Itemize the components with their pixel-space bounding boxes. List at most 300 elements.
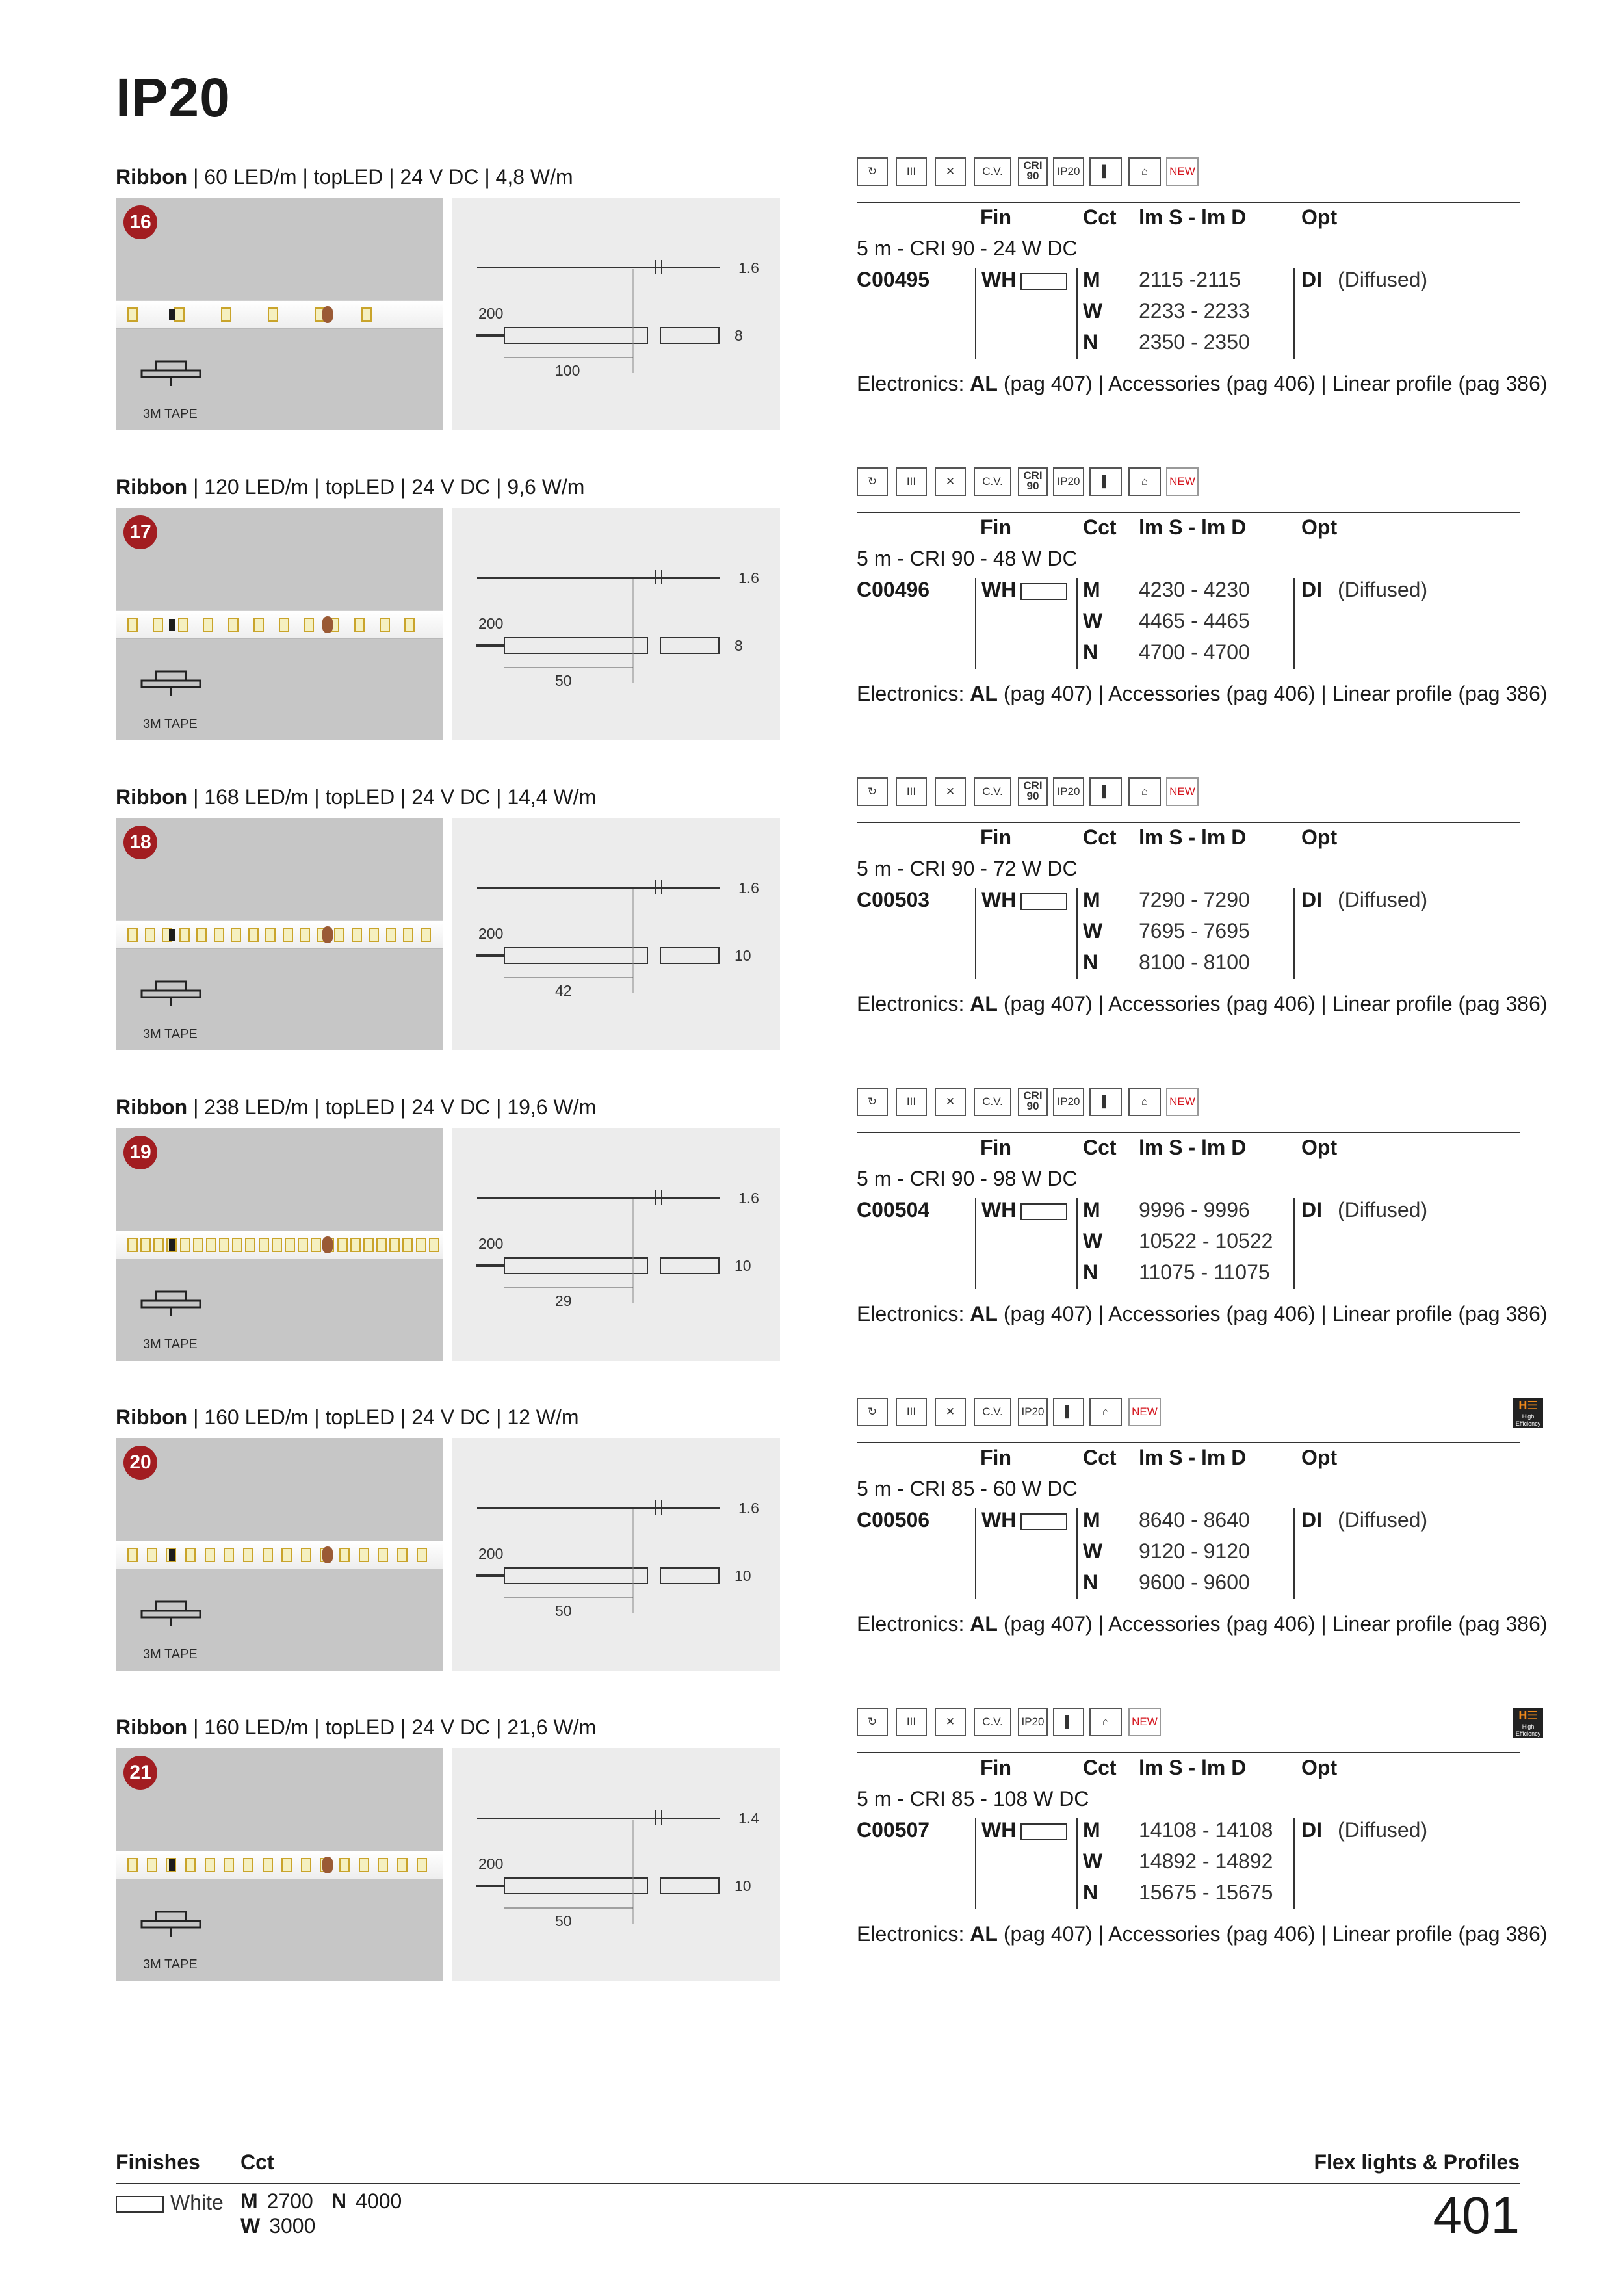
cct-code: M bbox=[1083, 578, 1100, 601]
led-chip bbox=[248, 928, 259, 942]
column-divider bbox=[1076, 1508, 1078, 1599]
header-lm: lm S - lm D bbox=[1139, 826, 1247, 849]
product-code: C00496 bbox=[857, 578, 930, 601]
class-iii-icon: III bbox=[896, 467, 927, 496]
resistor bbox=[169, 1239, 175, 1251]
column-divider bbox=[1293, 888, 1295, 979]
electronics-line: Electronics: AL (pag 407) | Accessories (pag 406) | Linear profile (pag 386) bbox=[857, 1302, 1548, 1325]
cri90-icon: CRI 90 bbox=[1018, 157, 1048, 186]
column-divider bbox=[975, 578, 976, 669]
column-divider bbox=[1293, 1818, 1295, 1909]
led-chip bbox=[421, 928, 431, 942]
spec-divider bbox=[857, 202, 1520, 203]
dimension-drawing bbox=[452, 508, 780, 740]
led-chip bbox=[300, 928, 310, 942]
column-divider bbox=[975, 268, 976, 359]
no-dimmer-icon: ✕ bbox=[935, 1088, 966, 1116]
led-chip bbox=[402, 1238, 413, 1252]
electronics-line: Electronics: AL (pag 407) | Accessories (pag 406) | Linear profile (pag 386) bbox=[857, 1922, 1548, 1946]
dimension-segment: 29 bbox=[555, 1292, 572, 1309]
product-title-type: Ribbon bbox=[116, 165, 188, 189]
cct-code: M bbox=[1083, 1198, 1100, 1221]
spec-divider bbox=[857, 822, 1520, 823]
column-divider bbox=[975, 888, 976, 979]
column-divider bbox=[1076, 1198, 1078, 1289]
cri90-icon: CRI 90 bbox=[1018, 777, 1048, 806]
led-chip bbox=[265, 928, 276, 942]
product-number-badge: 19 bbox=[123, 1136, 157, 1169]
cct-code: W bbox=[1083, 609, 1103, 633]
product-title bbox=[116, 474, 584, 500]
dimension-segment: 50 bbox=[555, 1602, 572, 1619]
led-chip bbox=[311, 1238, 321, 1252]
product-title bbox=[116, 784, 596, 810]
resistor bbox=[169, 929, 175, 941]
electronics-line: Electronics: AL (pag 407) | Accessories (pag 406) | Linear profile (pag 386) bbox=[857, 682, 1548, 705]
column-divider bbox=[1076, 268, 1078, 359]
dimension-segment: 50 bbox=[555, 672, 572, 689]
led-chip bbox=[272, 1238, 282, 1252]
dimension-length: 200 bbox=[478, 1855, 504, 1872]
dimension-length: 200 bbox=[478, 305, 504, 322]
header-fin: Fin bbox=[980, 826, 1011, 849]
dimension-thickness: 1.4 bbox=[738, 1810, 759, 1827]
led-chip bbox=[174, 307, 185, 322]
home-icon: ⌂ bbox=[1128, 777, 1161, 806]
led-chip bbox=[403, 928, 413, 942]
sensor-icon: ▌ bbox=[1089, 467, 1122, 496]
sensor-icon: ▌ bbox=[1053, 1398, 1084, 1426]
header-opt: Opt bbox=[1301, 1756, 1338, 1779]
dimension-width: 10 bbox=[734, 1257, 751, 1274]
footer-divider bbox=[116, 2183, 1520, 2184]
constant-voltage-icon: C.V. bbox=[974, 1708, 1011, 1736]
led-chip bbox=[397, 1858, 408, 1872]
tape-mount-icon bbox=[140, 670, 201, 698]
column-divider bbox=[975, 1818, 976, 1909]
finish-swatch bbox=[1020, 1823, 1067, 1840]
product-section bbox=[0, 779, 1623, 1096]
dimension-segment: 42 bbox=[555, 982, 572, 999]
sensor-icon: ▌ bbox=[1089, 157, 1122, 186]
footer-cct-label: Cct bbox=[240, 2150, 274, 2174]
optic-option: DI (Diffused) bbox=[1301, 888, 1428, 911]
finish-swatch bbox=[1020, 1513, 1067, 1530]
lumen-value: 4700 - 4700 bbox=[1139, 640, 1250, 664]
led-chip bbox=[231, 928, 241, 942]
certification-icons bbox=[857, 1708, 1541, 1740]
led-chip bbox=[301, 1548, 311, 1562]
header-opt: Opt bbox=[1301, 1446, 1338, 1469]
resistor bbox=[169, 1549, 175, 1561]
lumen-value: 7290 - 7290 bbox=[1139, 888, 1250, 911]
product-code: C00504 bbox=[857, 1198, 930, 1221]
sensor-icon: ▌ bbox=[1089, 1088, 1122, 1116]
led-chip bbox=[140, 1238, 151, 1252]
spec-divider bbox=[857, 1752, 1520, 1753]
led-chip bbox=[350, 1238, 361, 1252]
new-badge: NEW bbox=[1166, 777, 1199, 806]
dimension-segment: 50 bbox=[555, 1912, 572, 1929]
header-lm: lm S - lm D bbox=[1139, 515, 1247, 539]
led-chip bbox=[206, 1238, 216, 1252]
column-divider bbox=[975, 1508, 976, 1599]
footer-cct-n: N 4000 bbox=[331, 2189, 402, 2213]
led-strip bbox=[116, 1231, 443, 1259]
lumen-value: 7695 - 7695 bbox=[1139, 919, 1250, 943]
header-cct: Cct bbox=[1083, 1446, 1117, 1469]
led-chip bbox=[253, 618, 264, 632]
led-chip bbox=[429, 1238, 439, 1252]
header-fin: Fin bbox=[980, 515, 1011, 539]
finish-code: WH bbox=[981, 268, 1017, 291]
cct-code: W bbox=[1083, 1229, 1103, 1253]
certification-icons bbox=[857, 777, 1526, 810]
footer-white-label: White bbox=[170, 2191, 224, 2214]
product-photo bbox=[116, 818, 443, 1050]
led-chip bbox=[127, 307, 138, 322]
led-chip bbox=[185, 1858, 196, 1872]
no-dimmer-icon: ✕ bbox=[935, 157, 966, 186]
ip20-icon: IP20 bbox=[1053, 157, 1084, 186]
led-chip bbox=[369, 928, 379, 942]
rotate-icon: ↻ bbox=[857, 157, 888, 186]
finish-swatch bbox=[1020, 583, 1067, 600]
product-section bbox=[0, 159, 1623, 476]
led-chip bbox=[221, 307, 231, 322]
product-photo bbox=[116, 1748, 443, 1981]
finish-code: WH bbox=[981, 578, 1017, 601]
dimension-drawing-svg bbox=[452, 1748, 780, 1981]
rotate-icon: ↻ bbox=[857, 777, 888, 806]
dimension-width: 10 bbox=[734, 1567, 751, 1584]
led-chip bbox=[203, 618, 213, 632]
header-fin: Fin bbox=[980, 1446, 1011, 1469]
spec-line: 5 m - CRI 90 - 24 W DC bbox=[857, 237, 1078, 260]
cct-code: W bbox=[1083, 919, 1103, 943]
lumen-value: 9120 - 9120 bbox=[1139, 1539, 1250, 1563]
led-chip bbox=[205, 1858, 215, 1872]
led-chip bbox=[153, 618, 163, 632]
product-title bbox=[116, 1714, 596, 1740]
led-chip bbox=[298, 1238, 308, 1252]
header-cct: Cct bbox=[1083, 1136, 1117, 1159]
rotate-icon: ↻ bbox=[857, 1708, 888, 1736]
product-code: C00495 bbox=[857, 268, 930, 291]
lumen-value: 4230 - 4230 bbox=[1139, 578, 1250, 601]
optic-option: DI (Diffused) bbox=[1301, 1508, 1428, 1532]
certification-icons bbox=[857, 467, 1526, 500]
led-strip bbox=[116, 920, 443, 949]
header-lm: lm S - lm D bbox=[1139, 1136, 1247, 1159]
dimension-thickness: 1.6 bbox=[738, 259, 759, 276]
header-opt: Opt bbox=[1301, 515, 1338, 539]
new-badge: NEW bbox=[1128, 1398, 1161, 1426]
led-chip bbox=[283, 928, 293, 942]
column-divider bbox=[1076, 578, 1078, 669]
column-divider bbox=[1293, 268, 1295, 359]
header-fin: Fin bbox=[980, 1136, 1011, 1159]
lumen-value: 11075 - 11075 bbox=[1139, 1260, 1270, 1284]
dimension-length: 200 bbox=[478, 1545, 504, 1562]
led-chip bbox=[354, 618, 365, 632]
spec-divider bbox=[857, 1442, 1520, 1443]
led-chip bbox=[179, 928, 190, 942]
header-lm: lm S - lm D bbox=[1139, 1446, 1247, 1469]
header-cct: Cct bbox=[1083, 1756, 1117, 1779]
optic-option: DI (Diffused) bbox=[1301, 268, 1428, 291]
dimension-drawing-svg bbox=[452, 1128, 780, 1361]
new-badge: NEW bbox=[1166, 1088, 1199, 1116]
solder-pad bbox=[322, 616, 333, 633]
resistor bbox=[169, 1859, 175, 1871]
lumen-value: 2115 -2115 bbox=[1139, 268, 1241, 291]
cri90-icon: CRI 90 bbox=[1018, 467, 1048, 496]
no-dimmer-icon: ✕ bbox=[935, 777, 966, 806]
certification-icons bbox=[857, 1088, 1526, 1120]
class-iii-icon: III bbox=[896, 157, 927, 186]
led-chip bbox=[334, 928, 344, 942]
led-chip bbox=[228, 618, 239, 632]
led-chip bbox=[378, 1858, 388, 1872]
header-fin: Fin bbox=[980, 1756, 1011, 1779]
home-icon: ⌂ bbox=[1128, 1088, 1161, 1116]
constant-voltage-icon: C.V. bbox=[974, 1088, 1011, 1116]
no-dimmer-icon: ✕ bbox=[935, 467, 966, 496]
led-chip bbox=[416, 1238, 426, 1252]
led-chip bbox=[153, 1238, 164, 1252]
dimension-thickness: 1.6 bbox=[738, 1500, 759, 1517]
dimension-width: 10 bbox=[734, 1877, 751, 1894]
spec-divider bbox=[857, 512, 1520, 513]
led-chip bbox=[145, 928, 155, 942]
dimension-length: 200 bbox=[478, 615, 504, 632]
led-chip bbox=[389, 1238, 400, 1252]
no-dimmer-icon: ✕ bbox=[935, 1708, 966, 1736]
finish-swatch bbox=[1020, 1203, 1067, 1220]
solder-pad bbox=[322, 1236, 333, 1253]
lumen-value: 15675 - 15675 bbox=[1139, 1881, 1273, 1904]
product-title-type: Ribbon bbox=[116, 1715, 188, 1739]
footer-brand: Flex lights & Profiles bbox=[1314, 2150, 1520, 2174]
lumen-value: 2233 - 2233 bbox=[1139, 299, 1250, 322]
home-icon: ⌂ bbox=[1128, 467, 1161, 496]
led-chip bbox=[224, 1548, 234, 1562]
tape-label: 3M TAPE bbox=[143, 407, 198, 421]
finish-code: WH bbox=[981, 888, 1017, 911]
cri90-icon: CRI 90 bbox=[1018, 1088, 1048, 1116]
product-photo bbox=[116, 198, 443, 430]
dimension-drawing bbox=[452, 1128, 780, 1361]
ip20-icon: IP20 bbox=[1053, 777, 1084, 806]
led-chip bbox=[279, 618, 289, 632]
header-cct: Cct bbox=[1083, 826, 1117, 849]
spec-line: 5 m - CRI 90 - 48 W DC bbox=[857, 547, 1078, 570]
lumen-value: 9996 - 9996 bbox=[1139, 1198, 1250, 1221]
new-badge: NEW bbox=[1128, 1708, 1161, 1736]
lumen-value: 8640 - 8640 bbox=[1139, 1508, 1250, 1532]
sensor-icon: ▌ bbox=[1053, 1708, 1084, 1736]
led-chip bbox=[243, 1548, 253, 1562]
dimension-drawing bbox=[452, 198, 780, 430]
cct-code: N bbox=[1083, 330, 1098, 354]
led-strip bbox=[116, 300, 443, 329]
constant-voltage-icon: C.V. bbox=[974, 157, 1011, 186]
solder-pad bbox=[322, 1857, 333, 1873]
tape-label: 3M TAPE bbox=[143, 1027, 198, 1041]
led-chip bbox=[232, 1238, 242, 1252]
optic-option: DI (Diffused) bbox=[1301, 578, 1428, 601]
constant-voltage-icon: C.V. bbox=[974, 467, 1011, 496]
led-chip bbox=[243, 1858, 253, 1872]
finish-swatch bbox=[1020, 893, 1067, 910]
led-chip bbox=[180, 1238, 190, 1252]
product-title-type: Ribbon bbox=[116, 1095, 188, 1119]
led-chip bbox=[127, 1238, 138, 1252]
page-title: IP20 bbox=[116, 67, 231, 128]
no-dimmer-icon: ✕ bbox=[935, 1398, 966, 1426]
tape-mount-icon bbox=[140, 1911, 201, 1938]
electronics-line: Electronics: AL (pag 407) | Accessories (pag 406) | Linear profile (pag 386) bbox=[857, 372, 1548, 395]
header-opt: Opt bbox=[1301, 826, 1338, 849]
constant-voltage-icon: C.V. bbox=[974, 1398, 1011, 1426]
led-strip bbox=[116, 1541, 443, 1569]
led-chip bbox=[376, 1238, 387, 1252]
led-chip bbox=[147, 1548, 157, 1562]
new-badge: NEW bbox=[1166, 157, 1199, 186]
rotate-icon: ↻ bbox=[857, 1398, 888, 1426]
optic-option: DI (Diffused) bbox=[1301, 1818, 1428, 1842]
product-code: C00507 bbox=[857, 1818, 930, 1842]
high-efficiency-badge: H☰ High Efficiency bbox=[1513, 1398, 1543, 1428]
spec-line: 5 m - CRI 90 - 72 W DC bbox=[857, 857, 1078, 880]
product-number-badge: 16 bbox=[123, 205, 157, 239]
column-divider bbox=[1293, 1508, 1295, 1599]
lumen-value: 14892 - 14892 bbox=[1139, 1849, 1273, 1873]
led-chip bbox=[147, 1858, 157, 1872]
led-chip bbox=[127, 928, 138, 942]
solder-pad bbox=[322, 306, 333, 323]
rotate-icon: ↻ bbox=[857, 467, 888, 496]
led-chip bbox=[380, 618, 390, 632]
product-code: C00506 bbox=[857, 1508, 930, 1532]
column-divider bbox=[975, 1198, 976, 1289]
dimension-drawing-svg bbox=[452, 1438, 780, 1671]
dimension-drawing-svg bbox=[452, 818, 780, 1050]
led-chip bbox=[127, 1548, 138, 1562]
dimension-drawing-svg bbox=[452, 508, 780, 740]
header-fin: Fin bbox=[980, 205, 1011, 229]
product-number-badge: 20 bbox=[123, 1446, 157, 1480]
led-chip bbox=[337, 1238, 348, 1252]
electronics-line: Electronics: AL (pag 407) | Accessories (pag 406) | Linear profile (pag 386) bbox=[857, 992, 1548, 1015]
led-chip bbox=[339, 1858, 350, 1872]
cct-code: N bbox=[1083, 1881, 1098, 1904]
header-opt: Opt bbox=[1301, 1136, 1338, 1159]
spec-line: 5 m - CRI 90 - 98 W DC bbox=[857, 1167, 1078, 1190]
ip20-icon: IP20 bbox=[1018, 1708, 1048, 1736]
lumen-value: 4465 - 4465 bbox=[1139, 609, 1250, 633]
sensor-icon: ▌ bbox=[1089, 777, 1122, 806]
led-chip bbox=[404, 618, 415, 632]
electronics-line: Electronics: AL (pag 407) | Accessories (pag 406) | Linear profile (pag 386) bbox=[857, 1612, 1548, 1636]
product-section bbox=[0, 1399, 1623, 1716]
product-title bbox=[116, 164, 573, 190]
lumen-value: 14108 - 14108 bbox=[1139, 1818, 1273, 1842]
led-chip bbox=[339, 1548, 350, 1562]
cct-code: N bbox=[1083, 640, 1098, 664]
product-title-specs: | 60 LED/m | topLED | 24 V DC | 4,8 W/m bbox=[187, 165, 573, 189]
product-title bbox=[116, 1404, 579, 1430]
tape-mount-icon bbox=[140, 360, 201, 387]
rotate-icon: ↻ bbox=[857, 1088, 888, 1116]
dimension-drawing bbox=[452, 1438, 780, 1671]
ip20-icon: IP20 bbox=[1053, 467, 1084, 496]
product-number-badge: 21 bbox=[123, 1756, 157, 1790]
product-title-specs: | 160 LED/m | topLED | 24 V DC | 21,6 W/m bbox=[187, 1715, 597, 1739]
class-iii-icon: III bbox=[896, 777, 927, 806]
led-chip bbox=[359, 1548, 369, 1562]
cct-code: N bbox=[1083, 950, 1098, 974]
tape-mount-icon bbox=[140, 1290, 201, 1318]
dimension-width: 8 bbox=[734, 327, 743, 344]
led-chip bbox=[397, 1548, 408, 1562]
solder-pad bbox=[322, 1546, 333, 1563]
cct-code: M bbox=[1083, 1818, 1100, 1842]
product-title-specs: | 160 LED/m | topLED | 24 V DC | 12 W/m bbox=[187, 1405, 579, 1429]
dimension-width: 10 bbox=[734, 947, 751, 964]
header-lm: lm S - lm D bbox=[1139, 1756, 1247, 1779]
cct-code: M bbox=[1083, 1508, 1100, 1532]
product-section bbox=[0, 1089, 1623, 1406]
home-icon: ⌂ bbox=[1089, 1708, 1122, 1736]
optic-option: DI (Diffused) bbox=[1301, 1198, 1428, 1221]
tape-mount-icon bbox=[140, 980, 201, 1008]
led-chip bbox=[245, 1238, 255, 1252]
led-chip bbox=[301, 1858, 311, 1872]
footer-cct-w: W 3000 bbox=[240, 2214, 316, 2237]
header-cct: Cct bbox=[1083, 515, 1117, 539]
spec-line: 5 m - CRI 85 - 60 W DC bbox=[857, 1477, 1078, 1500]
led-chip bbox=[178, 618, 188, 632]
led-chip bbox=[263, 1548, 273, 1562]
cct-code: W bbox=[1083, 1539, 1103, 1563]
product-photo bbox=[116, 1128, 443, 1361]
resistor bbox=[169, 619, 175, 631]
class-iii-icon: III bbox=[896, 1088, 927, 1116]
finish-code: WH bbox=[981, 1818, 1017, 1842]
led-strip bbox=[116, 610, 443, 639]
lumen-value: 10522 - 10522 bbox=[1139, 1229, 1273, 1253]
tape-label: 3M TAPE bbox=[143, 717, 198, 731]
led-chip bbox=[185, 1548, 196, 1562]
led-chip bbox=[127, 1858, 138, 1872]
dimension-drawing bbox=[452, 818, 780, 1050]
certification-icons bbox=[857, 1398, 1541, 1430]
cct-code: W bbox=[1083, 1849, 1103, 1873]
led-chip bbox=[361, 307, 372, 322]
product-title-type: Ribbon bbox=[116, 1405, 188, 1429]
page-number: 401 bbox=[1433, 2186, 1520, 2244]
dimension-thickness: 1.6 bbox=[738, 569, 759, 586]
spec-line: 5 m - CRI 85 - 108 W DC bbox=[857, 1787, 1089, 1810]
tape-label: 3M TAPE bbox=[143, 1337, 198, 1351]
product-title-type: Ribbon bbox=[116, 475, 188, 499]
footer-finishes-label: Finishes bbox=[116, 2150, 200, 2174]
led-chip bbox=[263, 1858, 273, 1872]
led-chip bbox=[359, 1858, 369, 1872]
product-number-badge: 17 bbox=[123, 515, 157, 549]
